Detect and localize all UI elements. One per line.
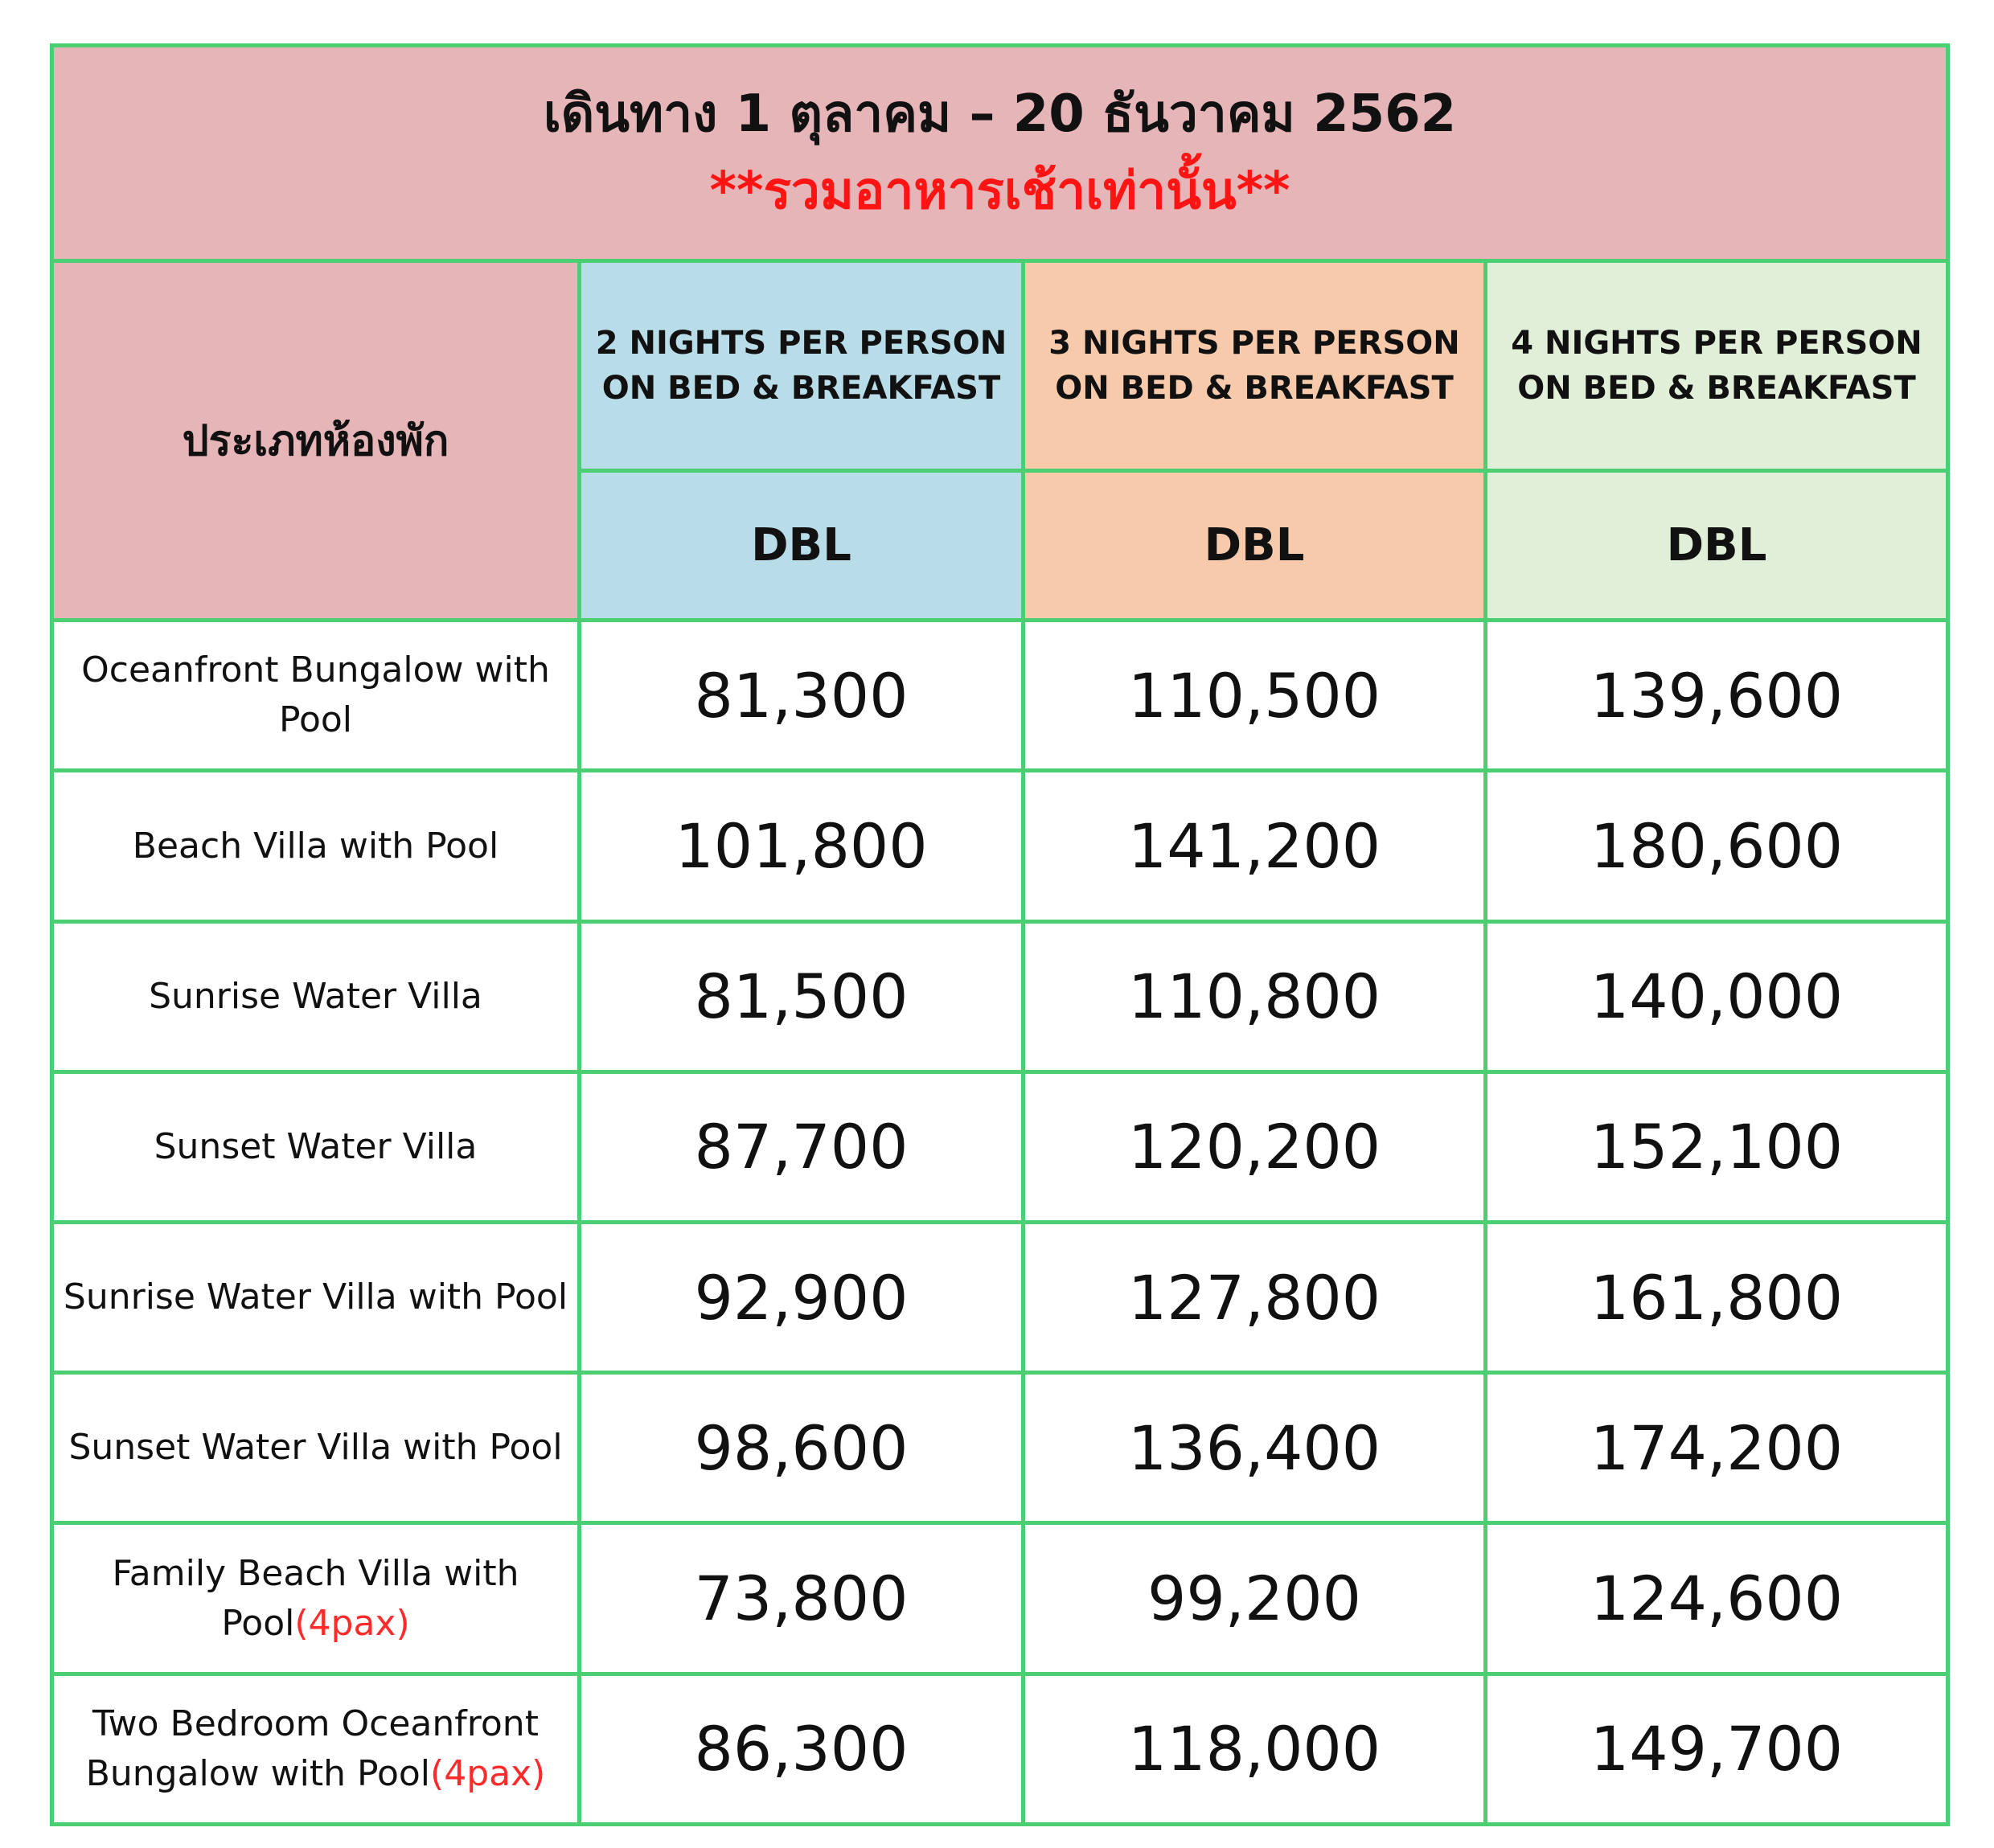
table-row — [52, 1223, 1948, 1373]
price-2-nights: 87,700 — [580, 1072, 1024, 1222]
room-name-cell — [52, 621, 580, 771]
price-2-nights: 81,500 — [580, 921, 1024, 1072]
header-3-nights — [1024, 260, 1486, 470]
room-name: Two Bedroom Oceanfront Bungalow with Pool — [85, 1703, 539, 1794]
room-name-cell — [52, 1072, 580, 1222]
table-row — [52, 771, 1948, 921]
pax-note: (4pax) — [294, 1602, 410, 1644]
room-name-cell — [52, 1523, 580, 1674]
price-3-nights: 110,800 — [1024, 921, 1486, 1072]
price-3-nights: 141,200 — [1024, 771, 1486, 921]
page-title: เดินทาง 1 ตุลาคม – 20 ธันวาคม 2562 — [543, 84, 1457, 145]
price-3-nights: 99,200 — [1024, 1523, 1486, 1674]
title-cell — [52, 46, 1948, 261]
price-3-nights: 136,400 — [1024, 1373, 1486, 1523]
header-2-nights-line2: ON BED & BREAKFAST — [601, 369, 1001, 407]
room-name: Sunset Water Villa with Pool — [68, 1427, 563, 1469]
price-4-nights: 174,200 — [1486, 1373, 1948, 1523]
room-type-header: ประเภทห้องพัก — [52, 260, 580, 621]
room-name-cell — [52, 921, 580, 1072]
header-3-nights-line2: ON BED & BREAKFAST — [1055, 369, 1454, 407]
header-4-nights-line1: 4 NIGHTS PER PERSON — [1511, 324, 1922, 362]
price-4-nights: 139,600 — [1486, 621, 1948, 771]
rate-type-2-nights: DBL — [580, 471, 1024, 621]
table-row — [52, 1373, 1948, 1523]
pax-note: (4pax) — [430, 1752, 546, 1794]
room-name-cell — [52, 1223, 580, 1373]
room-name: Sunset Water Villa — [154, 1125, 478, 1167]
price-4-nights: 180,600 — [1486, 771, 1948, 921]
price-2-nights: 73,800 — [580, 1523, 1024, 1674]
price-4-nights: 149,700 — [1486, 1674, 1948, 1824]
table-row — [52, 621, 1948, 771]
room-name-cell — [52, 771, 580, 921]
table-row — [52, 1523, 1948, 1674]
price-2-nights: 92,900 — [580, 1223, 1024, 1373]
price-2-nights: 101,800 — [580, 771, 1024, 921]
price-3-nights: 110,500 — [1024, 621, 1486, 771]
header-2-nights — [580, 260, 1024, 470]
table-row — [52, 1674, 1948, 1824]
header-2-nights-line1: 2 NIGHTS PER PERSON — [595, 324, 1007, 362]
page-subtitle: **รวมอาหารเช้าเท่านั้น** — [709, 162, 1290, 222]
price-3-nights: 120,200 — [1024, 1072, 1486, 1222]
header-4-nights — [1486, 260, 1948, 470]
room-name-cell — [52, 1674, 580, 1824]
price-4-nights: 152,100 — [1486, 1072, 1948, 1222]
header-3-nights-line1: 3 NIGHTS PER PERSON — [1048, 324, 1460, 362]
rate-type-3-nights: DBL — [1024, 471, 1486, 621]
room-name: Family Beach Villa with Pool — [112, 1552, 519, 1644]
price-2-nights: 86,300 — [580, 1674, 1024, 1824]
header-4-nights-line2: ON BED & BREAKFAST — [1517, 369, 1916, 407]
room-name: Oceanfront Bungalow with Pool — [81, 649, 550, 741]
price-4-nights: 140,000 — [1486, 921, 1948, 1072]
room-name-cell — [52, 1373, 580, 1523]
price-2-nights: 81,300 — [580, 621, 1024, 771]
price-4-nights: 124,600 — [1486, 1523, 1948, 1674]
room-name: Sunrise Water Villa — [149, 975, 482, 1017]
room-name: Beach Villa with Pool — [132, 825, 499, 867]
table-row — [52, 921, 1948, 1072]
price-3-nights: 118,000 — [1024, 1674, 1486, 1824]
room-name: Sunrise Water Villa with Pool — [63, 1276, 568, 1318]
rate-table — [50, 43, 1950, 1826]
price-4-nights: 161,800 — [1486, 1223, 1948, 1373]
price-3-nights: 127,800 — [1024, 1223, 1486, 1373]
price-2-nights: 98,600 — [580, 1373, 1024, 1523]
table-row — [52, 1072, 1948, 1222]
rate-type-4-nights: DBL — [1486, 471, 1948, 621]
